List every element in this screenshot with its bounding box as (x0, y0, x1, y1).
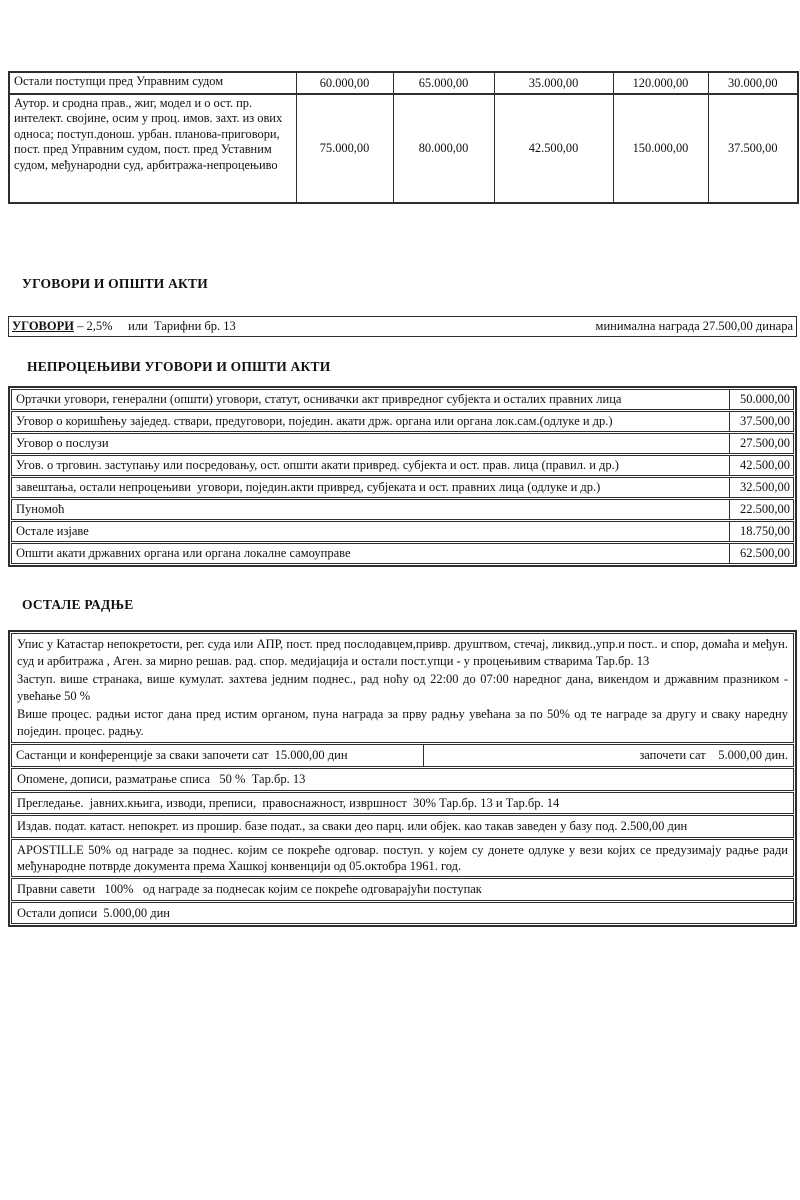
row-label: завештања, остали непроцењиви уговори, поједин.акти привред, субјеката и ост. правних лица (одлуке и др.) (16, 480, 601, 494)
table-row (9, 94, 798, 203)
fee-amount: 60.000,00 (296, 72, 393, 94)
row-label: Уговор о послузи (16, 436, 109, 450)
fee-amount: 30.000,00 (708, 72, 798, 94)
intro-paragraph: Више процес. радњи истог дана пред истим органом, пуна награда за прву радњу увећана за по 50% од те награде за другу и сваку наредну поједин. процес. радњу. (17, 706, 788, 739)
fee-amount: 42.500,00 (494, 94, 613, 203)
fee-amount: 50.000,00 (729, 390, 793, 409)
fee-amount: 62.500,00 (729, 544, 793, 563)
table-row (11, 499, 794, 520)
fee-amount: 18.750,00 (729, 522, 793, 541)
row-label: Пуномоћ (16, 502, 65, 516)
table-row: Прегледање. јавних.књига, изводи, преписи, правоснажност, извршност 30% Тар.бр. 13 и Тар.бр. 14 (11, 792, 794, 814)
fee-amount: 150.000,00 (613, 94, 708, 203)
other-actions-table (8, 630, 797, 927)
fee-amount: 80.000,00 (393, 94, 494, 203)
section-heading-contracts: УГОВОРИ И ОПШТИ АКТИ (22, 276, 208, 291)
section-heading-other-actions: ОСТАЛЕ РАДЊЕ (22, 597, 134, 612)
row-label: Ортачки уговори, генерални (општи) уговори, статут, оснивачки акт привредног субјекта и осталих правних лица (16, 392, 622, 406)
contracts-percentage-bar (8, 316, 797, 337)
fee-amount: 37.500,00 (729, 412, 793, 431)
fee-amount: 75.000,00 (296, 94, 393, 203)
row-label: Општи акати државних органа или органа локалне самоуправе (16, 546, 351, 560)
fee-amount: 42.500,00 (729, 456, 793, 475)
table-row (11, 455, 794, 476)
table-row: Опомене, дописи, разматрање списа 50 % Тар.бр. 13 (11, 768, 794, 790)
table-row: Остали дописи 5.000,00 дин (11, 902, 794, 924)
table-row: Правни савети 100% од награде за поднесак којим се покреће одговарајући поступак (11, 878, 794, 900)
contracts-term: УГОВОРИ (12, 319, 74, 333)
intro-paragraph: Упис у Катастар непокретости, рег. суда или АПР, пост. пред послодавцем,привр. друштвом, стечај, ликвид.,упр.и пост.. и спор, домаћа и међун. суд и арбитража , Аген. за мирно решав. рад. спор. медијација и остали пост.упци - у процењивим стварима Тар.бр. 13 (17, 637, 788, 669)
table-row (11, 477, 794, 498)
started-hour-fee-cell: започети сат 5.000,00 дин. (639, 748, 788, 763)
table-row (11, 389, 794, 410)
fee-amount: 37.500,00 (708, 94, 798, 203)
contracts-bar-left (12, 319, 236, 334)
row-label: Остали поступци пред Управним судом (9, 72, 296, 94)
row-label: Угов. о трговин. заступању или посредовању, ост. општи акати привред. субјекта и ост. прав. лица (правил. и др.) (16, 458, 619, 472)
row-label: Уговор о коришћењу заједед. ствари, предуговори, поједин. акати држ. органа или органа лок.сам.(одлуке и др.) (16, 414, 613, 428)
table-row (11, 744, 794, 767)
fee-amount: 22.500,00 (729, 500, 793, 519)
table-row (11, 411, 794, 432)
table-row: APOSTILLE 50% од награде за поднес. којим се покреће одговар. поступ. у којем су донете одлуке у вези којих се предузимају радње ради међународне потврде документа према Хашкој конвенцији од 05.октобра 1961. год. (11, 839, 794, 878)
fee-amount: 120.000,00 (613, 72, 708, 94)
table-row (11, 543, 794, 564)
table-row: Издав. подат. катаст. непокрет. из прошир. базе подат., за сваки део парц. или објек. као такав заведен у базу под. 2.500,00 дин (11, 815, 794, 837)
minimum-award-text: минимална награда 27.500,00 динара (595, 319, 793, 333)
contracts-detail: – 2,5% или Тарифни бр. 13 (73, 319, 236, 333)
meetings-fee-cell: Састанци и конференције за сваки започети сат 15.000,00 дин (12, 745, 424, 766)
fee-amount: 32.500,00 (729, 478, 793, 497)
table-row (11, 633, 794, 743)
fee-amount: 65.000,00 (393, 72, 494, 94)
non-assessable-contracts-table (8, 386, 797, 567)
row-label: Аутор. и сродна прав., жиг, модел и о ост. пр. интелект. својине, осим у проц. имов. захт. из ових односа; поступ.донош. урбан. планова-приговори, пост. пред Управним судом, пост. пред Уставним судом, међународни суд, арбитража-непроцењиво (9, 94, 296, 203)
row-label: Остале изјаве (16, 524, 89, 538)
table-row (11, 433, 794, 454)
fee-amount: 27.500,00 (729, 434, 793, 453)
court-proceedings-fees-table (8, 71, 799, 204)
intro-paragraph: Заступ. више странака, више кумулат. захтева једним поднес., рад ноћу од 22:00 до 07:00 наредног дана, викендом и државним празником - увећање 50 % (17, 671, 788, 704)
table-row (9, 72, 798, 94)
section-heading-non-assessable: НЕПРОЦЕЊИВИ УГОВОРИ И ОПШТИ АКТИ (27, 359, 331, 374)
table-row (11, 521, 794, 542)
fee-amount: 35.000,00 (494, 72, 613, 94)
